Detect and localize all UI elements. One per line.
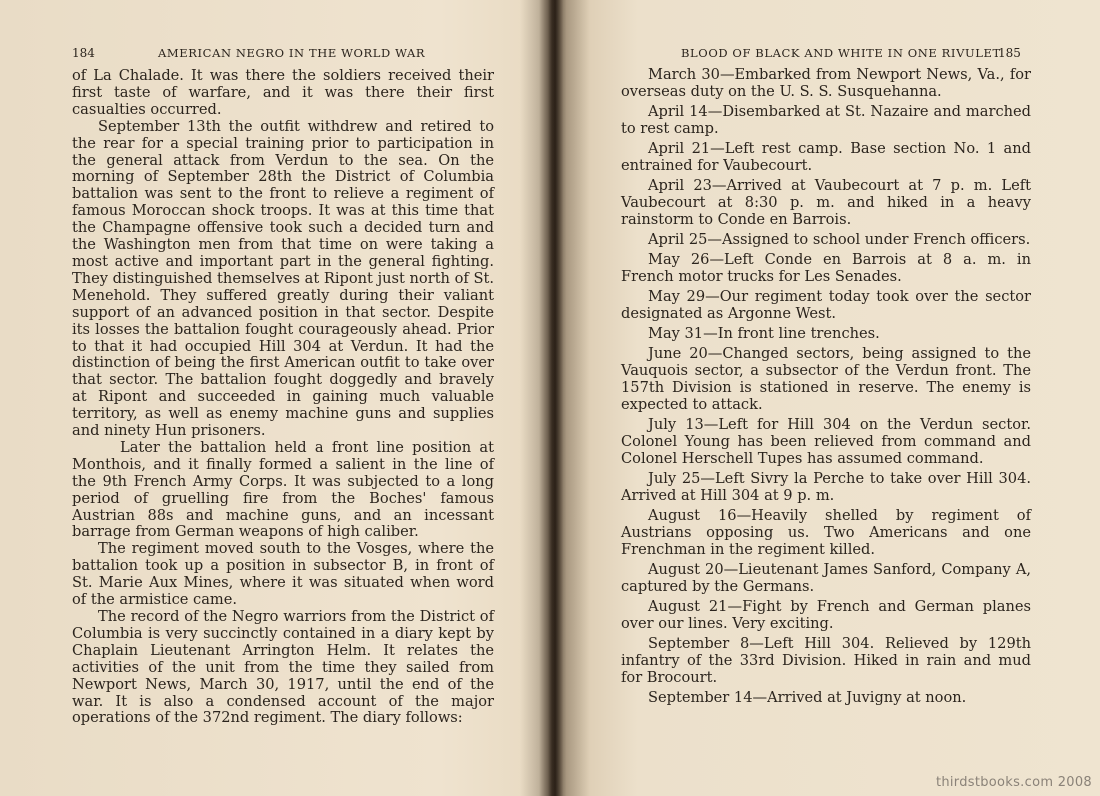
diary-entry: May 31—In front line trenches. xyxy=(648,325,880,342)
diary-entry: May 26—Left Conde en Barrois at 8 a. m. in French motor trucks for Les Senades. xyxy=(621,251,1031,285)
running-head-left: AMERICAN NEGRO IN THE WORLD WAR xyxy=(158,46,426,60)
diary-entry: July 25—Left Sivry la Perche to take over Hill 304. Arrived at Hill 304 at 9 p. m. xyxy=(621,469,1031,504)
running-head-right: BLOOD OF BLACK AND WHITE IN ONE RIVULET xyxy=(681,46,1001,60)
diary-entry: April 23—Arrived at Vaubecourt at 7 p. m. Left Vaubecourt at 8:30 p. m. and hiked in a heavy rainstorm to Conde en Barrois. xyxy=(621,177,1031,228)
page-number-left: 184 xyxy=(72,46,95,60)
diary-entry: April 21—Left rest camp. Base section No. 1 and entrained for Vaubecourt. xyxy=(621,140,1031,174)
diary-entry: April 25—Assigned to school under French officers. xyxy=(648,230,1031,248)
diary-entry: August 21—Fight by French and German planes over our lines. Very exciting. xyxy=(621,597,1031,632)
left-page xyxy=(0,0,549,796)
paragraph: The regiment moved south to the Vosges, where the battalion took up a position in subsector B, in front of St. Marie Aux Mines, where it was situated when word of the armistice came. xyxy=(72,540,494,609)
paragraph: of La Chalade. It was there the soldiers received their first taste of warfare, and it was there their first casualties occurred. xyxy=(72,67,494,118)
diary-entry: September 14—Arrived at Juvigny at noon. xyxy=(648,688,967,706)
diary-entry: June 20—Changed sectors, being assigned to the Vauquois sector, a subsector of the Verdun front. The 157th Division is stationed in reserve. The enemy is expected to attack. xyxy=(621,345,1031,413)
diary-entry: August 20—Lieutenant James Sanford, Company A, captured by the Germans. xyxy=(621,560,1031,595)
page-number-right: 185 xyxy=(998,46,1021,60)
paragraph: September 13th the outfit withdrew and retired to the rear for a special training prior to participation in the general attack from Verdun to the sea. On the morning of September 28th the District of Columbia battalion was sent to the front to relieve a regiment of famous Moroccan shock troops. It was at this time that the Champagne offensive took such a decided turn and the Washington men from that time on were taking a most active and important part in the general fighting. They distinguished themselves at Ripont just north of St. Menehold. They suffered greatly during their valiant support of an advanced position in that sector. Despite its losses the battalion fought courageously ahead. Prior to that it had occupied Hill 304 at Verdun. It had the distinction of being the first American outfit to take over that sector. The battalion fought doggedly and bravely at Ripont and succeeded in gaining much valuable territory, as well as enemy machine guns and supplies and ninety Hun prisoners. xyxy=(72,117,494,440)
paragraph: The record of the Negro warriors from the District of Columbia is very succinctly contained in a diary kept by Chaplain Lieutenant Arrington Helm. It relates the activities of the unit from the time they sailed from Newport News, March 30, 1917, until the end of the war. It is also a condensed account of the major operations of the 372nd regiment. The diary follows: xyxy=(72,608,494,727)
watermark: thirdstbooks.com 2008 xyxy=(935,775,1092,790)
diary-entry: September 8—Left Hill 304. Relieved by 129th infantry of the 33rd Division. Hiked in rain and mud for Brocourt. xyxy=(621,634,1031,686)
diary-entry: August 16—Heavily shelled by regiment of Austrians opposing us. Two Americans and one Frenchman in the regiment killed. xyxy=(621,506,1031,558)
right-page xyxy=(551,0,1100,796)
paragraph: Later the battalion held a front line position at Monthois, and it finally formed a salient in the line of the 9th French Army Corps. It was subjected to a long period of gruelling fire from the Boches' famous Austrian 88s and machine guns, and an incessant barrage from German weapons of high caliber. xyxy=(72,438,494,541)
left-text-column xyxy=(72,68,494,727)
diary-entry: May 29—Our regiment today took over the sector designated as Argonne West. xyxy=(621,288,1031,322)
diary-entries xyxy=(621,67,1031,710)
diary-entry: March 30—Embarked from Newport News, Va., for overseas duty on the U. S. S. Susquehanna. xyxy=(621,66,1031,100)
diary-entry: April 14—Disembarked at St. Nazaire and marched to rest camp. xyxy=(621,103,1031,137)
diary-entry: July 13—Left for Hill 304 on the Verdun sector. Colonel Young has been relieved from command and Colonel Herschell Tupes has assumed command. xyxy=(621,415,1031,467)
